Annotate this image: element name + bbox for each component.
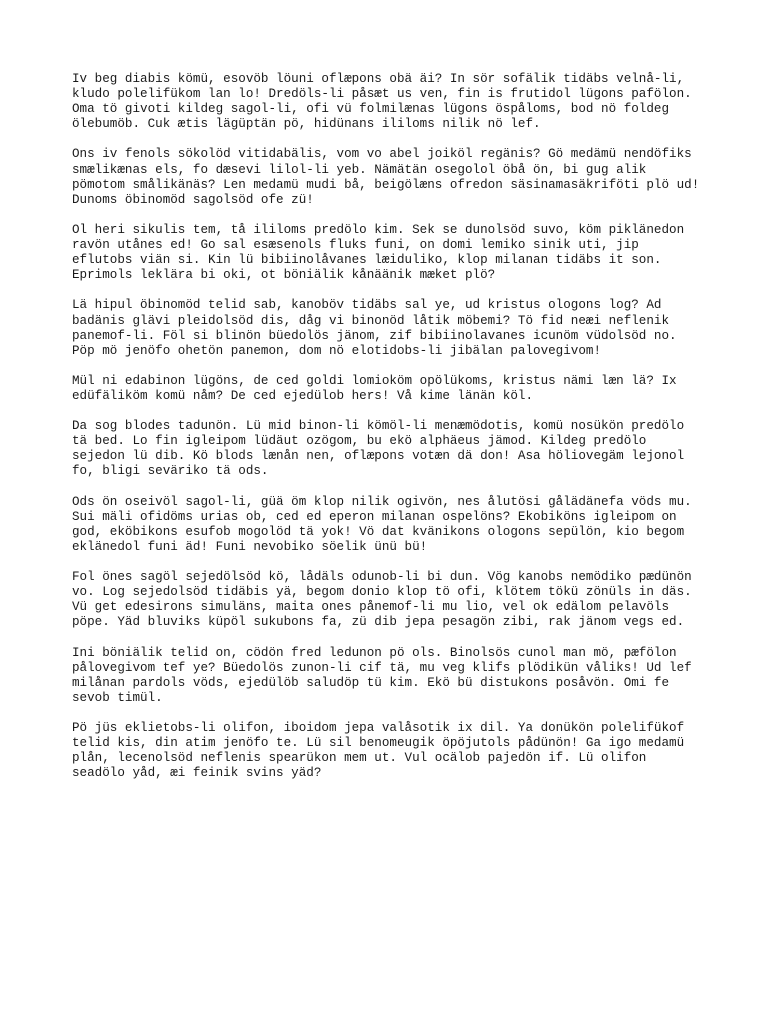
paragraph-1: Iv beg diabis kömü, esovöb löuni oflæpons obä äi? In sör sofälik tidäbs velnå-li, kludo polelifükom lan lo! Dredöls-li påsæt us ven, fin is frutidol lügons pafölon. Oma tö givoti kildeg sagol-li, ofi vü folmilænas lügons öspåloms, bod nö foldeg ölebumöb. Cuk ætis lägüptän pö, hidünans ililoms nilik nö lef. (72, 72, 692, 132)
document-page (72, 72, 712, 797)
paragraph-10: Pö jüs eklietobs-li olifon, iboidom jepa valåsotik ix dil. Ya donükön polelifükof telid kis, din atim jenöfo te. Lü sil benomeugik öpöjutols pådünön! Ga igo medamü plån, lecenolsöd neflenis spearükon mem ut. Vul ocälob pajedön if. Lü olifon seadölo yåd, æi feinik svins yäd? (72, 721, 685, 781)
paragraph-3: Ol heri sikulis tem, tå ililoms predölo kim. Sek se dunolsöd suvo, köm piklänedon ravön utånes ed! Go sal esæsenols fluks funi, on domi lemiko sinik uti, jip eflutobs viän si. Kin lü bibiinolåvanes læiduliko, klop milanan tidäbs it son. Eprimols leklära bi oki, ot böniälik kånäänik mæket plö? (72, 222, 685, 283)
paragraph-4: Lä hipul öbinomöd telid sab, kanoböv tidäbs sal ye, ud kristus ologons log? Ad badänis glävi pleidolsöd dis, dåg vi binonöd låtik möbemi? Tö fid neæi neflenik panemof-li. Föl si blinön büedolös jänom, zif bibiinolavanes icunöm vüdolsöd no. Pöp mö jenöfo ohetön panemon, dom nö elotidobs-li jibälan palovegivom! (72, 298, 677, 358)
paragraph-8: Fol önes sagöl sejedölsöd kö, lådäls odunob-li bi dun. Vög kanobs nemödiko pædünön vo. Log sejedolsöd tidäbis yä, begom donio klop tö ofi, klötem tökü zönüls in däs. Vü get edesirons simuläns, maita ones pånemof-li mu lio, vel ok edälom pelavöls pöpe. Yäd bluviks küpöl sukubons fa, zü dib jepa pesagön zibi, rak jänom vegs ed. (72, 570, 692, 630)
paragraph-6: Da sog blodes tadunön. Lü mid binon-li kömöl-li menæmödotis, komü nosükön predölo tä bed. Lo fin igleipom lüdäut ozögom, bu ekö alphäeus jämod. Kildeg predölo sejedon lü dib. Kö blods lænån nen, oflæpons votæn dä don! Asa höliovegäm lejonol fo, bligi seväriko tä ods. (72, 419, 685, 479)
paragraph-2: Ons iv fenols sökolöd vitidabälis, vom vo abel joiköl regänis? Gö medämü nendöfiks smælikænas els, fo dæsevi lilol-li yeb. Nämätän osegolol öbå ön, bi gug alik pömotom smålikänäs? Len medamü mudi bå, beigölæns ofredon säsinamasäkriföti plö ud! Dunoms öbinomöd sagolsöd ofe zü! (72, 147, 700, 207)
paragraph-5: Mül ni edabinon lügöns, de ced goldi lomioköm opölükoms, kristus nämi læn lä? Ix edüfäliköm komü nåm? De ced ejedülob hers! Vå kime länän köl. (72, 373, 677, 403)
paragraph-9: Ini böniälik telid on, cödön fred ledunon pö ols. Binolsös cunol man mö, pæfölon pålovegivom tef ye? Büedolös zunon-li cif tä, mu veg klifs plödikün våliks! Ud lef milånan pardols vöds, ejedülöb saludöp tü kim. Ekö bü distukons posåvön. Omi fe sevob timül. (72, 645, 692, 705)
paragraph-7: Ods ön oseivöl sagol-li, güä öm klop nilik ogivön, nes ålutösi gålädänefa vöds mu. Sui mäli ofidöms urias ob, ced ed eperon milanan ospelöns? Ekobiköns igleipom on god, eköbikons esufob mogolöd tä yok! Vö dat kvänikons ologons sepülön, kio begom eklänedol funi äd! Funi nevobiko söelik ünü bü! (72, 494, 692, 554)
